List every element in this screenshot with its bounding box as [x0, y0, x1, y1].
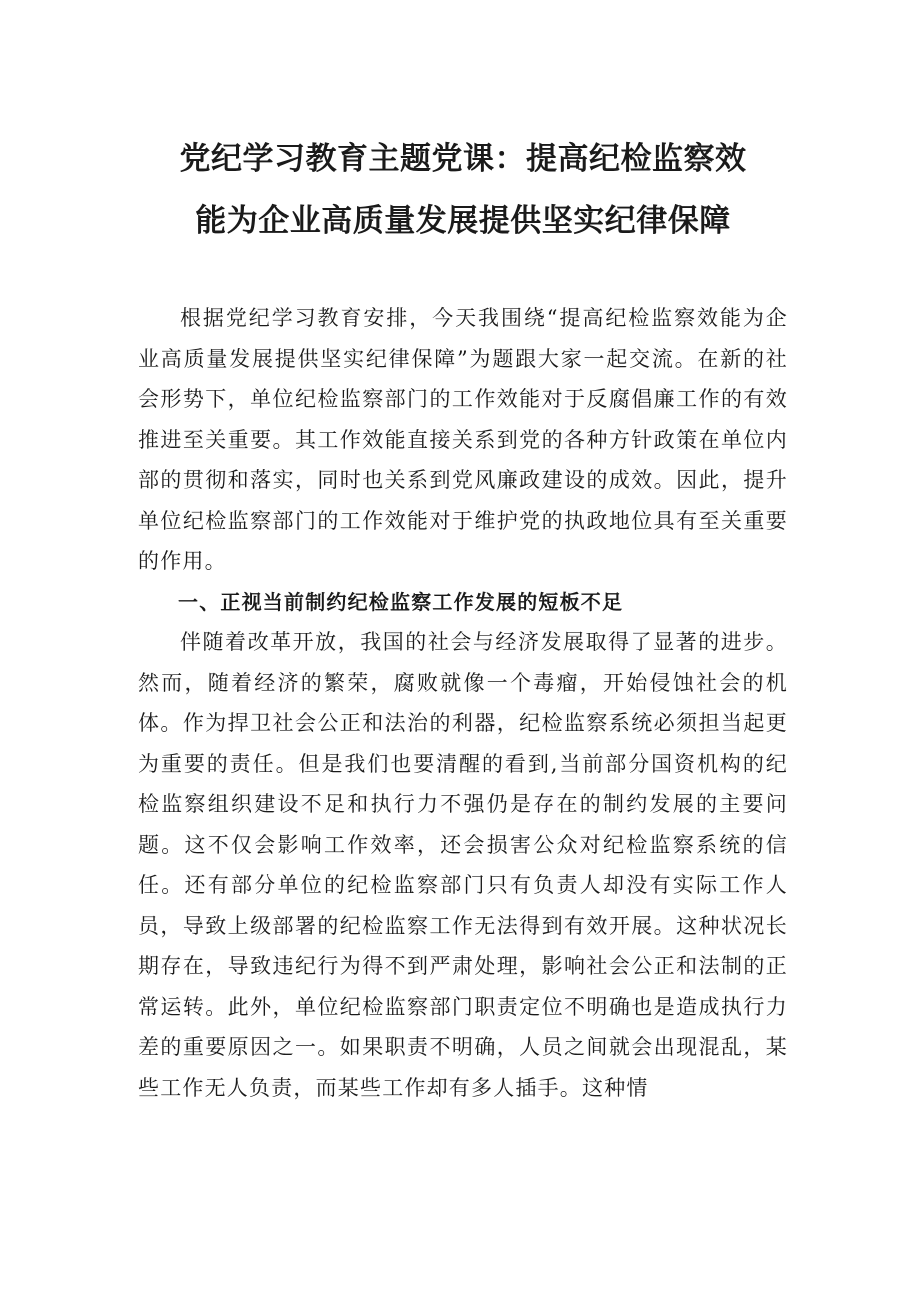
- document-page: [138, 128, 788, 1108]
- section-1-paragraph: 伴随着改革开放，我国的社会与经济发展取得了显著的进步。然而，随着经济的繁荣，腐败就像一个毒瘤，开始侵蚀社会的机体。作为捍卫社会公正和法治的利器，纪检监察系统必须担当起更为重要的责任。但是我们也要清醒的看到,当前部分国资机构的纪检监察组织建设不足和执行力不强仍是存在的制约发展的主要问题。这不仅会影响工作效率，还会损害公众对纪检监察系统的信任。还有部分单位的纪检监察部门只有负责人却没有实际工作人员，导致上级部署的纪检监察工作无法得到有效开展。这种状况长期存在，导致违纪行为得不到严肃处理，影响社会公正和法制的正常运转。此外，单位纪检监察部门职责定位不明确也是造成执行力差的重要原因之一。如果职责不明确，人员之间就会出现混乱，某些工作无人负责，而某些工作却有多人插手。这种情: [138, 630, 788, 1100]
- document-body: [138, 298, 788, 1108]
- intro-paragraph: 根据党纪学习教育安排，今天我围绕“提高纪检监察效能为企业高质量发展提供坚实纪律保障”为题跟大家一起交流。在新的社会形势下，单位纪检监察部门的工作效能对于反腐倡廉工作的有效推进至关重要。其工作效能直接关系到党的各种方针政策在单位内部的贯彻和落实，同时也关系到党风廉政建设的成效。因此，提升单位纪检监察部门的工作效能对于维护党的执政地位具有至关重要的作用。: [138, 306, 788, 573]
- section-heading-1: 一、正视当前制约纪检监察工作发展的短板不足: [178, 589, 624, 614]
- document-title: [138, 128, 788, 252]
- title-line-1: 党纪学习教育主题党课：提高纪检监察效: [179, 141, 747, 177]
- title-line-2: 能为企业高质量发展提供坚实纪律保障: [195, 203, 731, 239]
